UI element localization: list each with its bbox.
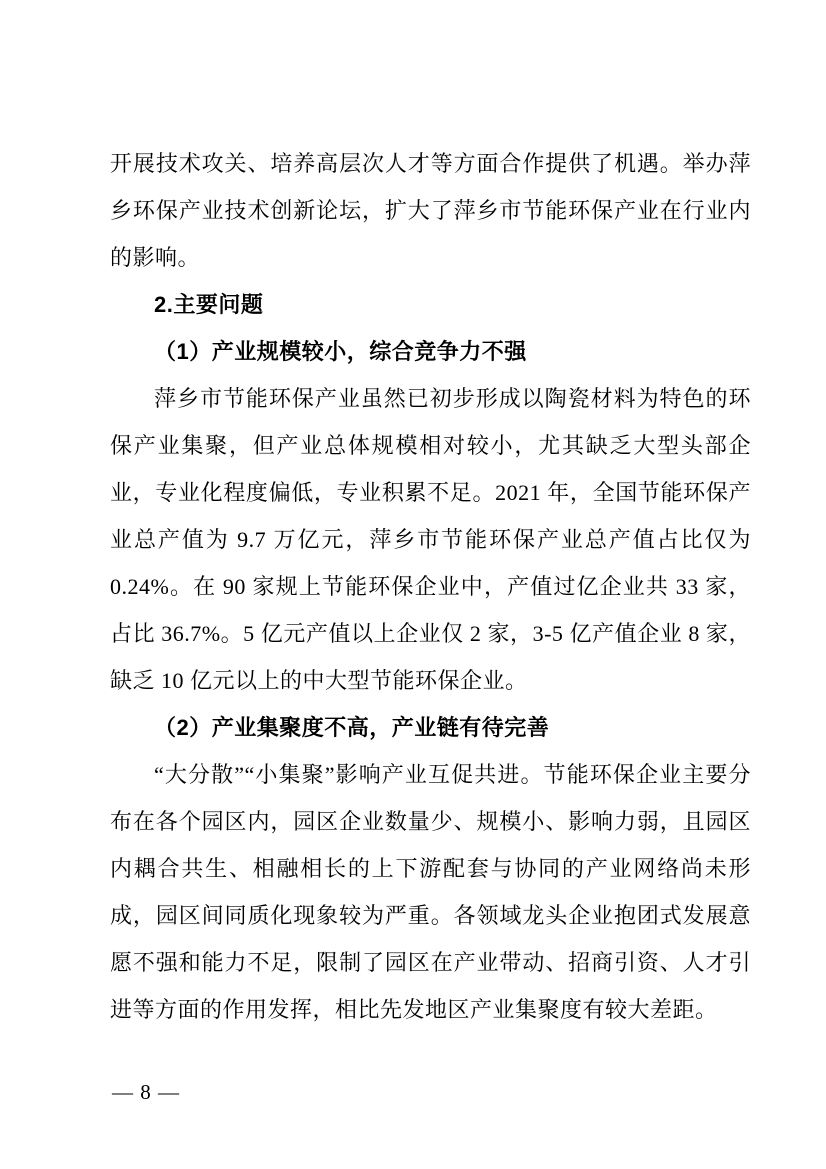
paragraph-continuation-from-previous-page: 开展技术攻关、培养高层次人才等方面合作提供了机遇。举办萍乡环保产业技术创新论坛，扩大了萍乡市节能环保产业在行业内的影响。 [110,151,751,270]
document-body [110,140,751,1033]
paragraph-agglomeration: “大分散”“小集聚”影响产业互促共进。节能环保企业主要分布在各个园区内，园区企业数量少、规模小、影响力弱，且园区内耦合共生、相融相长的上下游配套与协同的产业网络尚未形成，园区间同质化现象较为严重。各领域龙头企业抱团式发展意愿不强和能力不足，限制了园区在产业带动、招商引资、人才引进等方面的作用发挥，相比先发地区产业集聚度有较大差距。 [110,762,751,1022]
heading-sub-2-agglomeration: （2）产业集聚度不高，产业链有待完善 [154,715,550,740]
heading-sub-1-industry-scale: （1）产业规模较小，综合竞争力不强 [154,339,527,364]
page-footer [112,1078,180,1106]
page-number: — 8 — [112,1080,180,1104]
heading-main-problems: 2.主要问题 [154,292,264,317]
paragraph-industry-scale: 萍乡市节能环保产业虽然已初步形成以陶瓷材料为特色的环保产业集聚，但产业总体规模相对较小，尤其缺乏大型头部企业，专业化程度偏低，专业积累不足。2021 年，全国节能环保产业总产值为 9.7 万亿元，萍乡市节能环保产业总产值占比仅为 0.24%。在 90 家规上节能环保企业中，产值过亿企业共 33 家，占比 36.7%。5 亿元产值以上企业仅 2 家，3-5 亿产值企业 8 家，缺乏 10 亿元以上的中大型节能环保企业。 [110,386,751,693]
